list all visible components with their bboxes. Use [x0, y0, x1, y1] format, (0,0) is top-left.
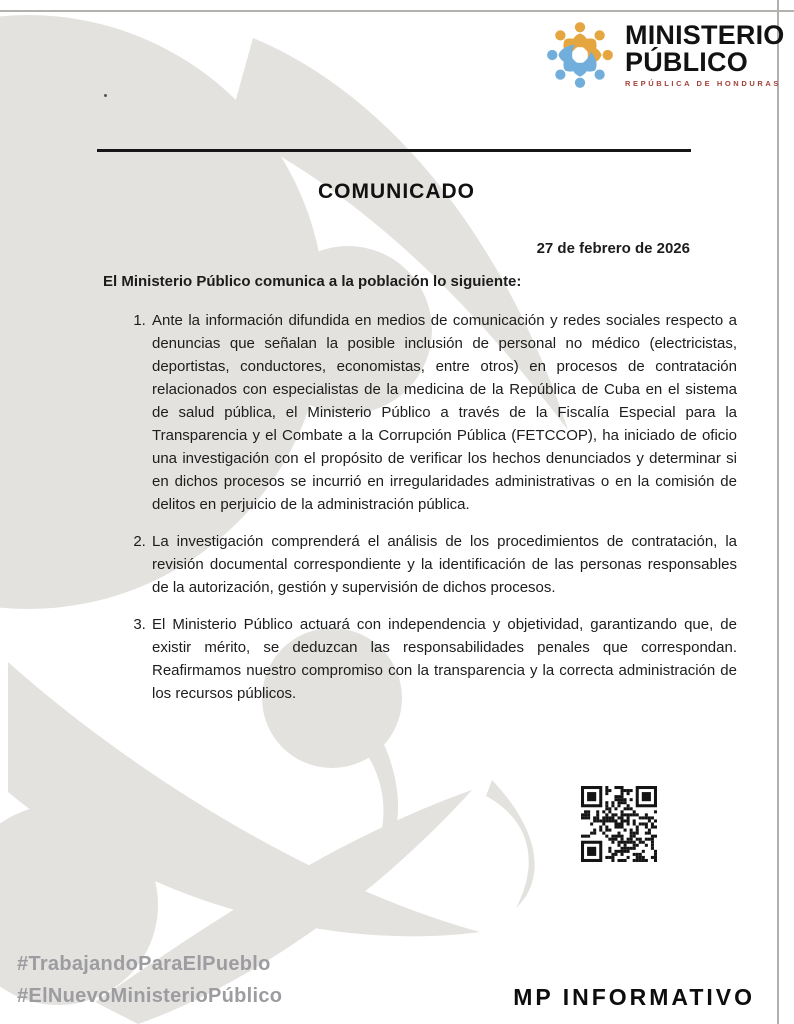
logo-title-line2: PÚBLICO	[625, 47, 748, 77]
list-item-2: 2. La investigación comprenderá el análisis de los procedimientos de contratación, la revisión documental correspondiente y la identificación de las personas responsables de la autorización, gestión y supervisión de dichos procesos.	[150, 530, 737, 599]
document-date: 27 de febrero de 2026	[536, 240, 690, 257]
logo-subtitle: REPÚBLICA DE HONDURAS	[625, 79, 781, 88]
qr-code	[581, 786, 657, 862]
communique-list	[103, 309, 737, 719]
ministry-logo	[543, 18, 785, 92]
list-item-1: 1. Ante la información difundida en medios de comunicación y redes sociales respecto a denuncias que señalan la posible inclusión de personal no médico (electricistas, deportistas, conductores, economistas, entre otros) en procesos de contratación relacionados con especialistas de la medicina de la República de Cuba en el sistema de salud pública, el Ministerio Público a través de la Fiscalía Especial para la Transparencia y el Combate a la Corrupción Pública (FETCCOP), ha iniciado de oficio una investigación con el propósito de verificar los hechos denunciados y determinar si en dichos procesos se incurrió en irregularidades administrativas o en la comisión de delitos en perjuicio de la administración pública.	[150, 309, 737, 516]
list-item-3: 3. El Ministerio Público actuará con independencia y objetividad, garantizando que, de existir mérito, se deduzcan las responsabilidades penales que correspondan. Reafirmamos nuestro compromiso con la transparencia y la correcta administración de los recursos públicos.	[150, 613, 737, 705]
header-divider	[97, 149, 691, 152]
logo-emblem-icon	[543, 18, 617, 92]
hashtag-1: #TrabajandoParaElPueblo	[17, 953, 271, 975]
logo-text	[625, 22, 785, 88]
document-title: COMUNICADO	[318, 180, 475, 203]
logo-title-line1: MINISTERIO	[625, 20, 785, 50]
footer-hashtags	[17, 948, 282, 1012]
intro-line: El Ministerio Público comunica a la población lo siguiente:	[103, 273, 522, 290]
hashtag-2: #ElNuevoMinisterioPúblico	[17, 985, 283, 1007]
scan-speck	[104, 94, 107, 97]
brand-mark: MP INFORMATIVO	[513, 984, 755, 1010]
